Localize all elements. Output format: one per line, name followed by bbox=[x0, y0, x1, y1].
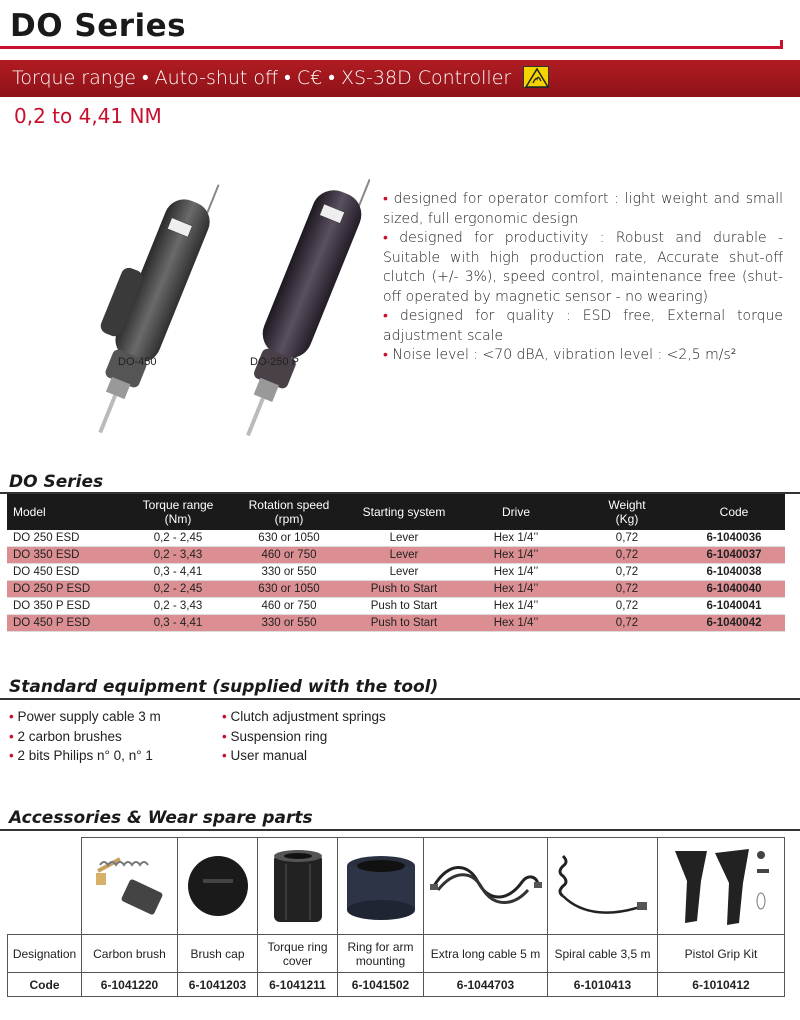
bullet-icon: • bbox=[383, 230, 400, 246]
equipment-list-2 bbox=[222, 707, 386, 766]
spec-table bbox=[7, 494, 785, 632]
screwdriver-drawing bbox=[30, 150, 370, 450]
bullet-icon: • bbox=[383, 347, 393, 363]
page-title: DO Series bbox=[10, 8, 187, 44]
table-row: DO 350 P ESD 0,2 - 3,43 460 or 750 Push to Start Hex 1/4’’ 0,72 6-1040041 bbox=[7, 598, 785, 615]
accessories-table bbox=[7, 837, 785, 997]
col-drive: Drive bbox=[461, 494, 571, 530]
accessory-designation-row: Designation Carbon brush Brush cap Torque ring cover Ring for arm mounting Extra long cable 5 m Spiral cable 3,5 m Pistol Grip Kit bbox=[8, 935, 785, 973]
accessory-image-row bbox=[8, 838, 785, 935]
feature-item: • Noise level : <70 dBA, vibration level : <2,5 m/s² bbox=[383, 347, 737, 363]
col-model: Model bbox=[7, 494, 125, 530]
col-torque: Torque range (Nm) bbox=[125, 494, 231, 530]
feature-item: • designed for quality : ESD free, External torque adjustment scale bbox=[383, 308, 784, 344]
col-speed: Rotation speed (rpm) bbox=[231, 494, 347, 530]
feature-item: • designed for productivity : Robust and durable - Suitable with high production rate, Accurate shut-off clutch (+/- 3%), speed control, maintenance free (shut-off operated by magnetic sensor - no wearing) bbox=[383, 230, 783, 305]
col-weight: Weight (Kg) bbox=[571, 494, 683, 530]
tool-label-do-250p: DO-250 P bbox=[250, 356, 299, 368]
table-row: DO 350 ESD 0,2 - 3,43 460 or 750 Lever Hex 1/4’’ 0,72 6-1040037 bbox=[7, 547, 785, 564]
feature-item: • designed for operator comfort : light weight and small sized, full ergonomic design bbox=[383, 191, 783, 227]
spiral-cable-icon bbox=[548, 838, 658, 935]
esd-warning-icon bbox=[523, 66, 549, 88]
bullet-icon: • bbox=[383, 191, 394, 207]
equipment-section-rule bbox=[0, 698, 800, 700]
list-item: • User manual bbox=[222, 748, 308, 763]
spec-section-title: DO Series bbox=[9, 472, 104, 492]
torque-range-heading: 0,2 to 4,41 NM bbox=[14, 104, 162, 128]
torque-ring-cover-icon bbox=[258, 838, 338, 935]
title-underline-end bbox=[780, 40, 783, 49]
list-item: • Suspension ring bbox=[222, 728, 328, 744]
equipment-list-1 bbox=[9, 707, 161, 766]
list-item: • 2 bits Philips n° 0, n° 1 bbox=[9, 748, 153, 763]
spec-table-header bbox=[7, 494, 785, 530]
brush-cap-icon bbox=[178, 838, 258, 935]
list-item: • Power supply cable 3 m bbox=[9, 709, 161, 724]
bullet-icon: • bbox=[383, 308, 400, 324]
cable-icon bbox=[424, 838, 548, 935]
title-underline bbox=[0, 46, 783, 49]
do-450-tool bbox=[63, 163, 225, 441]
table-row: DO 450 ESD 0,3 - 4,41 330 or 550 Lever Hex 1/4’’ 0,72 6-1040038 bbox=[7, 564, 785, 581]
table-row: DO 250 P ESD 0,2 - 2,45 630 or 1050 Push to Start Hex 1/4’’ 0,72 6-1040040 bbox=[7, 581, 785, 598]
accessories-section-rule bbox=[0, 829, 800, 831]
feature-banner bbox=[0, 60, 800, 97]
col-starting: Starting system bbox=[347, 494, 461, 530]
feature-list bbox=[383, 190, 783, 366]
col-code: Code bbox=[683, 494, 785, 530]
table-row: DO 450 P ESD 0,3 - 4,41 330 or 550 Push to Start Hex 1/4’’ 0,72 6-1040042 bbox=[7, 615, 785, 632]
carbon-brush-icon bbox=[82, 838, 178, 935]
list-item: • 2 carbon brushes bbox=[9, 728, 122, 744]
accessories-section-title: Accessories & Wear spare parts bbox=[9, 808, 313, 828]
arm-ring-icon bbox=[338, 838, 424, 935]
accessory-code-row: Code 6-1041220 6-1041203 6-1041211 6-1041502 6-1044703 6-1010413 6-1010412 bbox=[8, 973, 785, 997]
banner-text: Torque range • Auto-shut off • C€ • XS-38D Controller bbox=[12, 67, 512, 89]
pistol-grip-icon bbox=[658, 838, 785, 935]
equipment-section-title: Standard equipment (supplied with the tool) bbox=[9, 677, 439, 697]
table-row: DO 250 ESD 0,2 - 2,45 630 or 1050 Lever Hex 1/4’’ 0,72 6-1040036 bbox=[7, 530, 785, 547]
list-item: • Clutch adjustment springs bbox=[222, 709, 386, 724]
do-250p-tool bbox=[224, 163, 370, 444]
screwdriver-illustration bbox=[30, 150, 370, 450]
tool-label-do-450: DO-450 bbox=[118, 356, 157, 368]
